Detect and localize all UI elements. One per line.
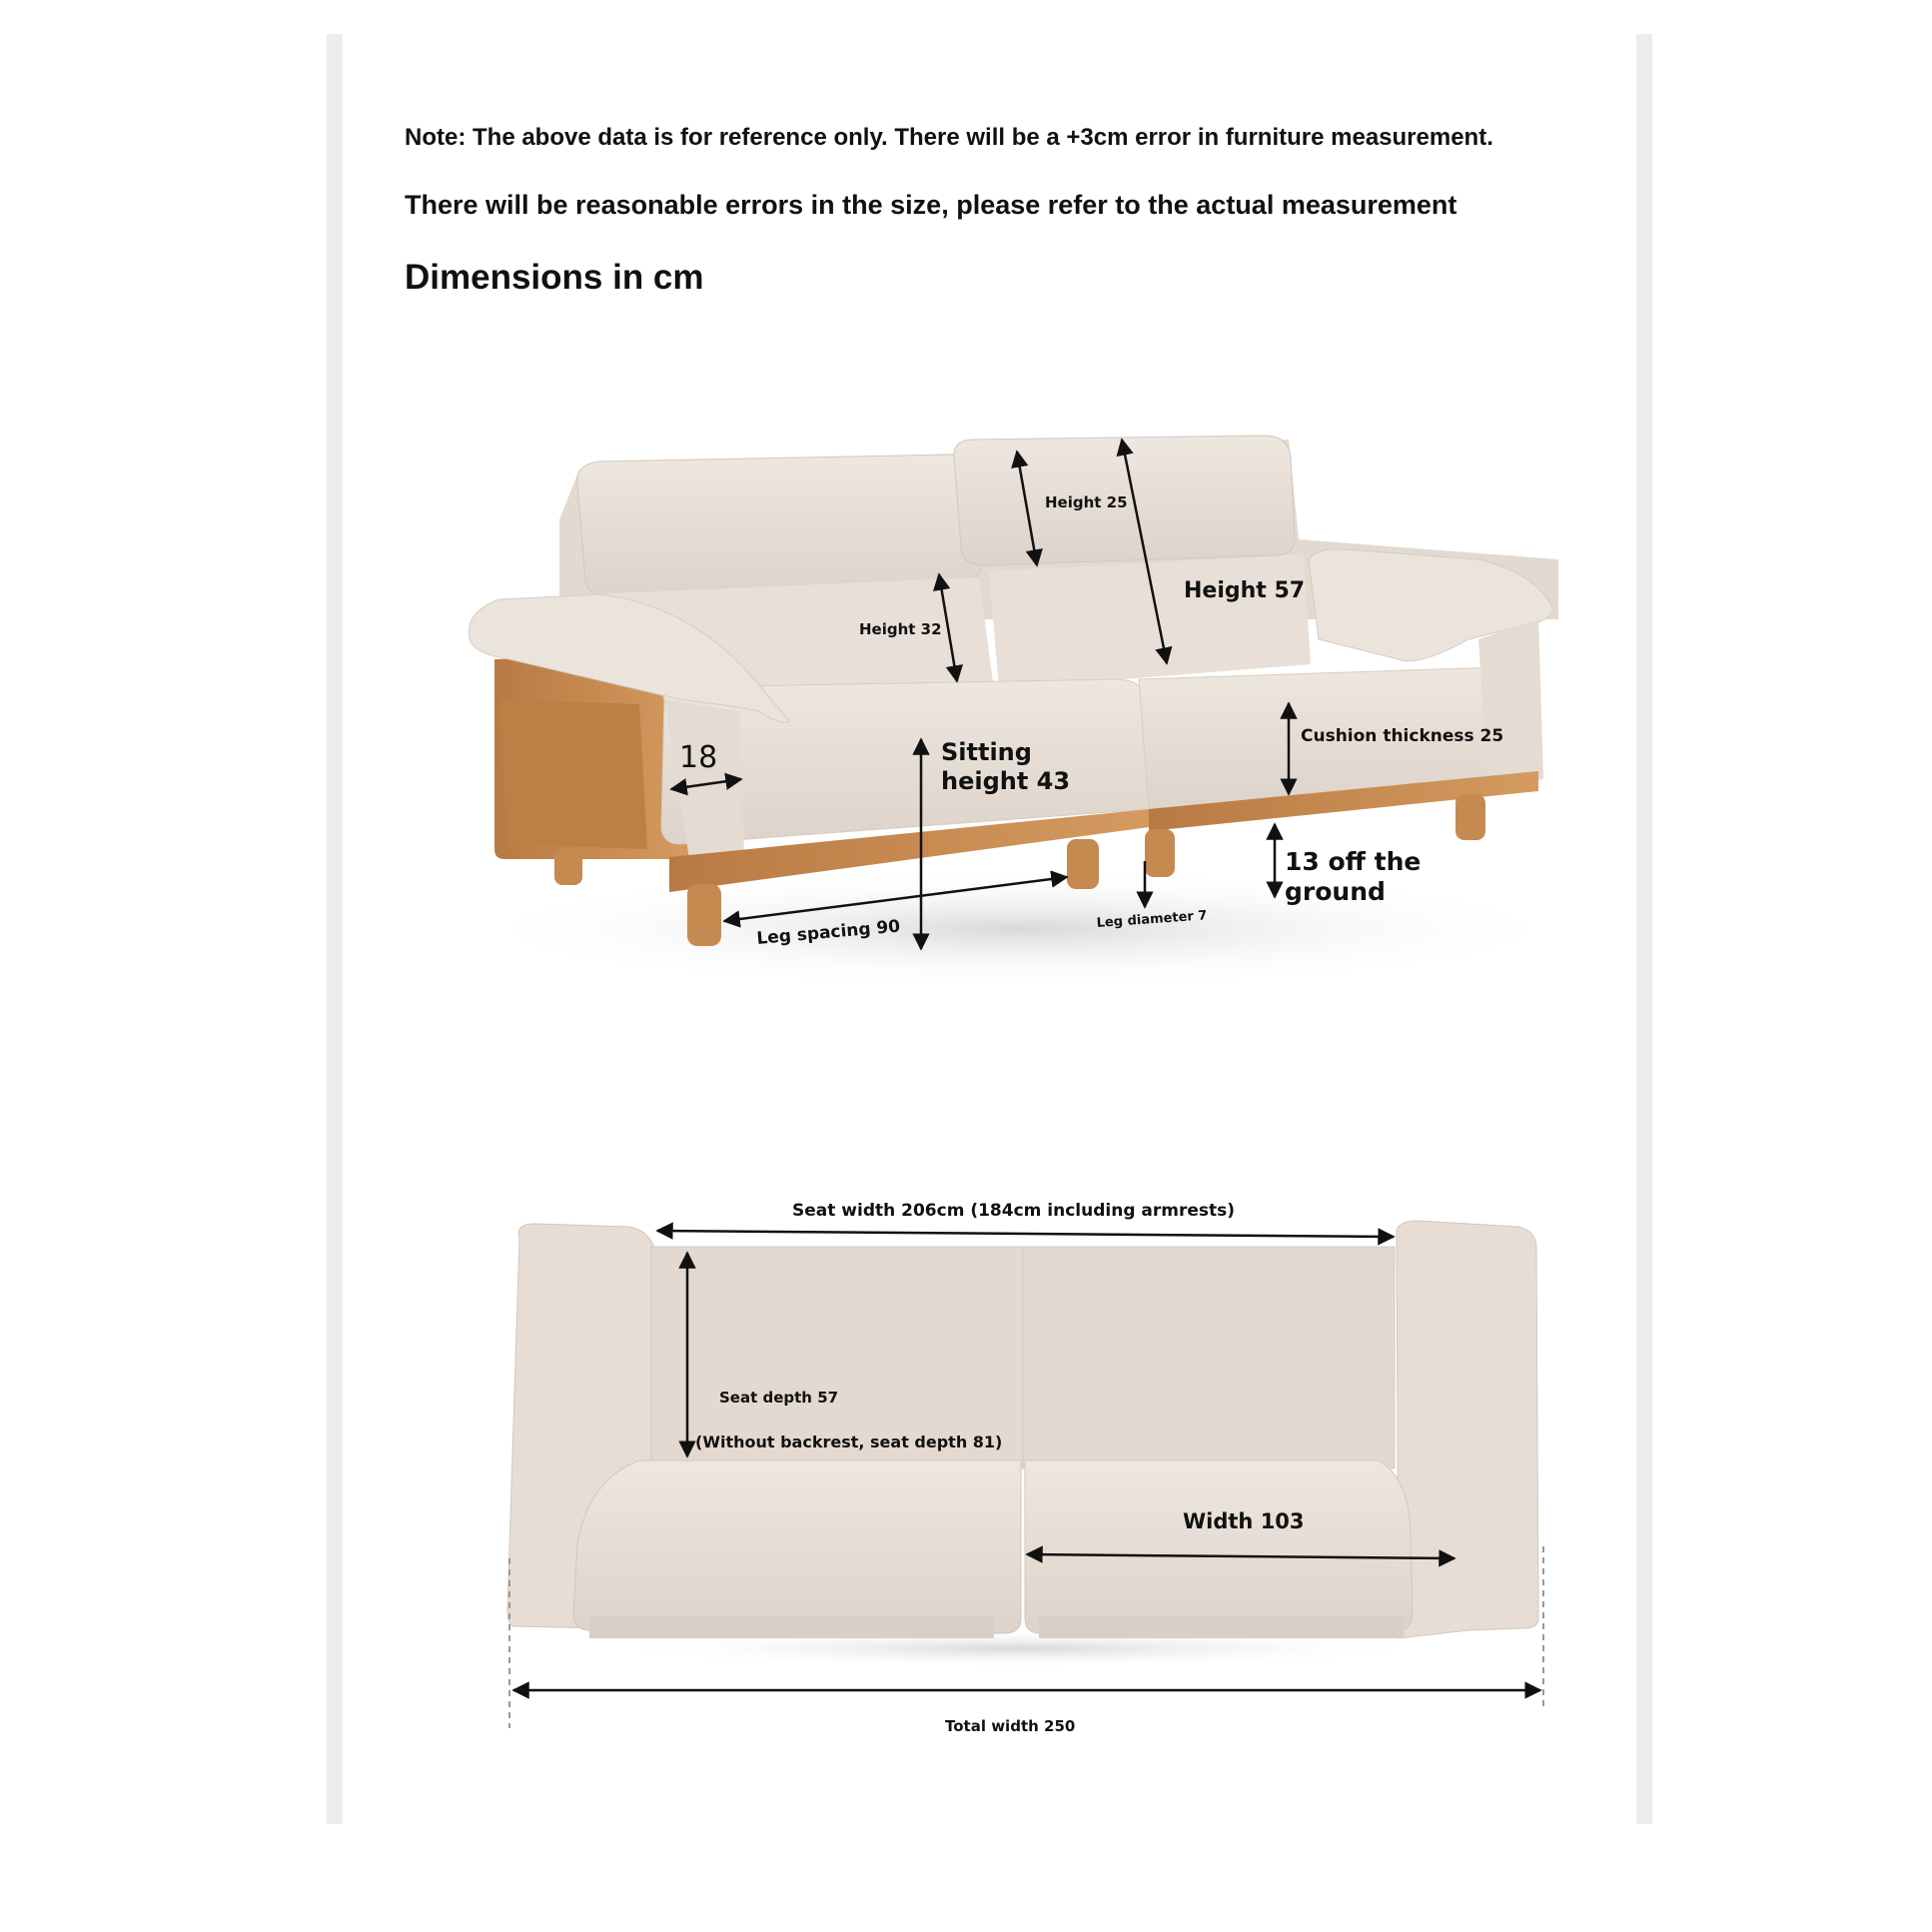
off-ground-label-2: ground [1285, 877, 1386, 906]
width-103-label: Width 103 [1183, 1509, 1305, 1533]
sitting-height-label-2: height 43 [941, 767, 1071, 795]
seat-depth-label: Seat depth 57 [719, 1389, 839, 1407]
sitting-height-label-1: Sitting [941, 738, 1032, 766]
sofa-perspective-view [460, 436, 1578, 989]
dimensions-heading: Dimensions in cm [405, 258, 704, 297]
armrest-18-label: 18 [679, 740, 718, 775]
leg-front-right [1455, 794, 1485, 840]
leg-front-left [687, 884, 721, 946]
reference-note: Note: The above data is for reference only. There will be a +3cm error in furniture measurement. [405, 124, 1493, 151]
error-note: There will be reasonable errors in the size, please refer to the actual measurement [405, 190, 1457, 220]
cushion-thickness-label: Cushion thickness 25 [1301, 726, 1504, 746]
off-ground-label-1: 13 off the [1285, 847, 1422, 876]
leg-front-mid [1067, 839, 1099, 889]
leg-spacing-label: Leg spacing 90 [755, 916, 901, 949]
total-width-label: Total width 250 [945, 1717, 1076, 1735]
height-57-label: Height 57 [1184, 578, 1306, 603]
sofa-top-view [507, 1221, 1538, 1668]
leg-diameter-label: Leg diameter 7 [1096, 908, 1208, 931]
height-25-label: Height 25 [1045, 493, 1128, 511]
leg-front-mid2 [1145, 829, 1175, 877]
leg-back-left [554, 849, 582, 885]
seat-depth-note-label: (Without backrest, seat depth 81) [695, 1433, 1003, 1451]
height-32-label: Height 32 [859, 620, 942, 638]
seat-width-label: Seat width 206cm (184cm including armrests) [792, 1201, 1236, 1221]
